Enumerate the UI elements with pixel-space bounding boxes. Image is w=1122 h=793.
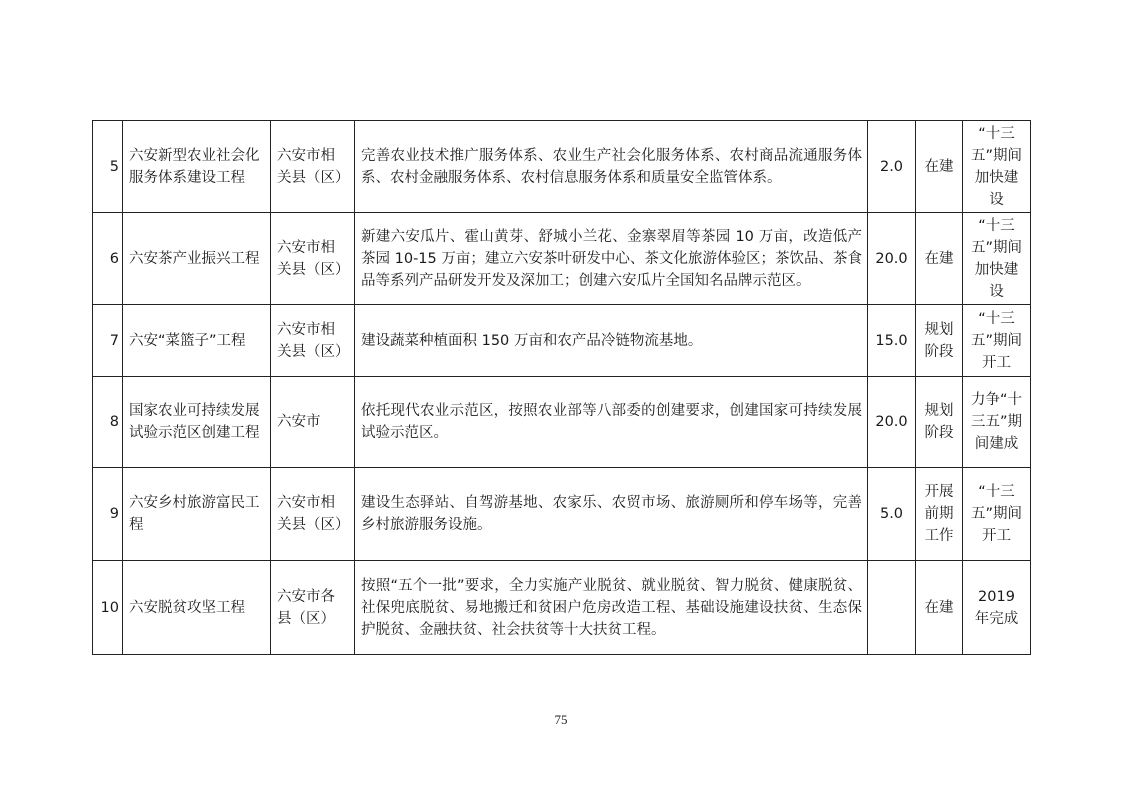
project-name: 六安新型农业社会化服务体系建设工程 [123, 121, 271, 213]
project-content: 按照“五个一批”要求，全力实施产业脱贫、就业脱贫、智力脱贫、健康脱贫、社保兜底脱贫、易地搬迁和贫困户危房改造工程、基础设施建设扶贫、生态保护脱贫、金融扶贫、社会扶贫等十大扶贫工程。 [355, 561, 868, 655]
project-investment: 20.0 [868, 213, 916, 305]
project-content: 建设生态驿站、自驾游基地、农家乐、农贸市场、旅游厕所和停车场等，完善乡村旅游服务设施。 [355, 468, 868, 561]
row-number: 9 [93, 468, 123, 561]
project-content: 新建六安瓜片、霍山黄芽、舒城小兰花、金寨翠眉等茶园 10 万亩，改造低产茶园 10-15 万亩；建立六安茶叶研发中心、茶文化旅游体验区；茶饮品、茶食品等系列产品研发开发及深加工；创建六安瓜片全国知名品牌示范区。 [355, 213, 868, 305]
project-name: 国家农业可持续发展试验示范区创建工程 [123, 377, 271, 468]
row-number: 7 [93, 305, 123, 377]
project-table [92, 120, 1031, 655]
row-number: 8 [93, 377, 123, 468]
table-row [93, 377, 1031, 468]
project-timeline: “十三五”期间加快建设 [963, 121, 1031, 213]
table-row [93, 468, 1031, 561]
project-location: 六安市 [271, 377, 355, 468]
project-content: 完善农业技术推广服务体系、农业生产社会化服务体系、农村商品流通服务体系、农村金融服务体系、农村信息服务体系和质量安全监管体系。 [355, 121, 868, 213]
project-status: 开展前期工作 [916, 468, 963, 561]
project-content: 建设蔬菜种植面积 150 万亩和农产品冷链物流基地。 [355, 305, 868, 377]
project-timeline: “十三五”期间加快建设 [963, 213, 1031, 305]
project-name: 六安茶产业振兴工程 [123, 213, 271, 305]
project-status: 规划阶段 [916, 377, 963, 468]
project-investment: 15.0 [868, 305, 916, 377]
page-number: 75 [554, 712, 568, 727]
project-investment [868, 561, 916, 655]
project-status: 在建 [916, 121, 963, 213]
project-name: 六安脱贫攻坚工程 [123, 561, 271, 655]
project-name: 六安“菜篮子”工程 [123, 305, 271, 377]
project-location: 六安市相关县（区） [271, 121, 355, 213]
project-location: 六安市各县（区） [271, 561, 355, 655]
project-status: 在建 [916, 561, 963, 655]
table-row [93, 213, 1031, 305]
project-location: 六安市相关县（区） [271, 468, 355, 561]
project-location: 六安市相关县（区） [271, 305, 355, 377]
project-investment: 2.0 [868, 121, 916, 213]
row-number: 5 [93, 121, 123, 213]
project-name: 六安乡村旅游富民工程 [123, 468, 271, 561]
row-number: 10 [93, 561, 123, 655]
project-timeline: “十三五”期间开工 [963, 468, 1031, 561]
row-number: 6 [93, 213, 123, 305]
project-investment: 20.0 [868, 377, 916, 468]
project-timeline: “十三五”期间开工 [963, 305, 1031, 377]
table-row [93, 305, 1031, 377]
project-status: 在建 [916, 213, 963, 305]
table-row [93, 561, 1031, 655]
project-status: 规划阶段 [916, 305, 963, 377]
project-timeline: 力争“十三五”期间建成 [963, 377, 1031, 468]
project-investment: 5.0 [868, 468, 916, 561]
table-row [93, 121, 1031, 213]
project-location: 六安市相关县（区） [271, 213, 355, 305]
project-timeline: 2019 年完成 [963, 561, 1031, 655]
project-content: 依托现代农业示范区，按照农业部等八部委的创建要求，创建国家可持续发展试验示范区。 [355, 377, 868, 468]
